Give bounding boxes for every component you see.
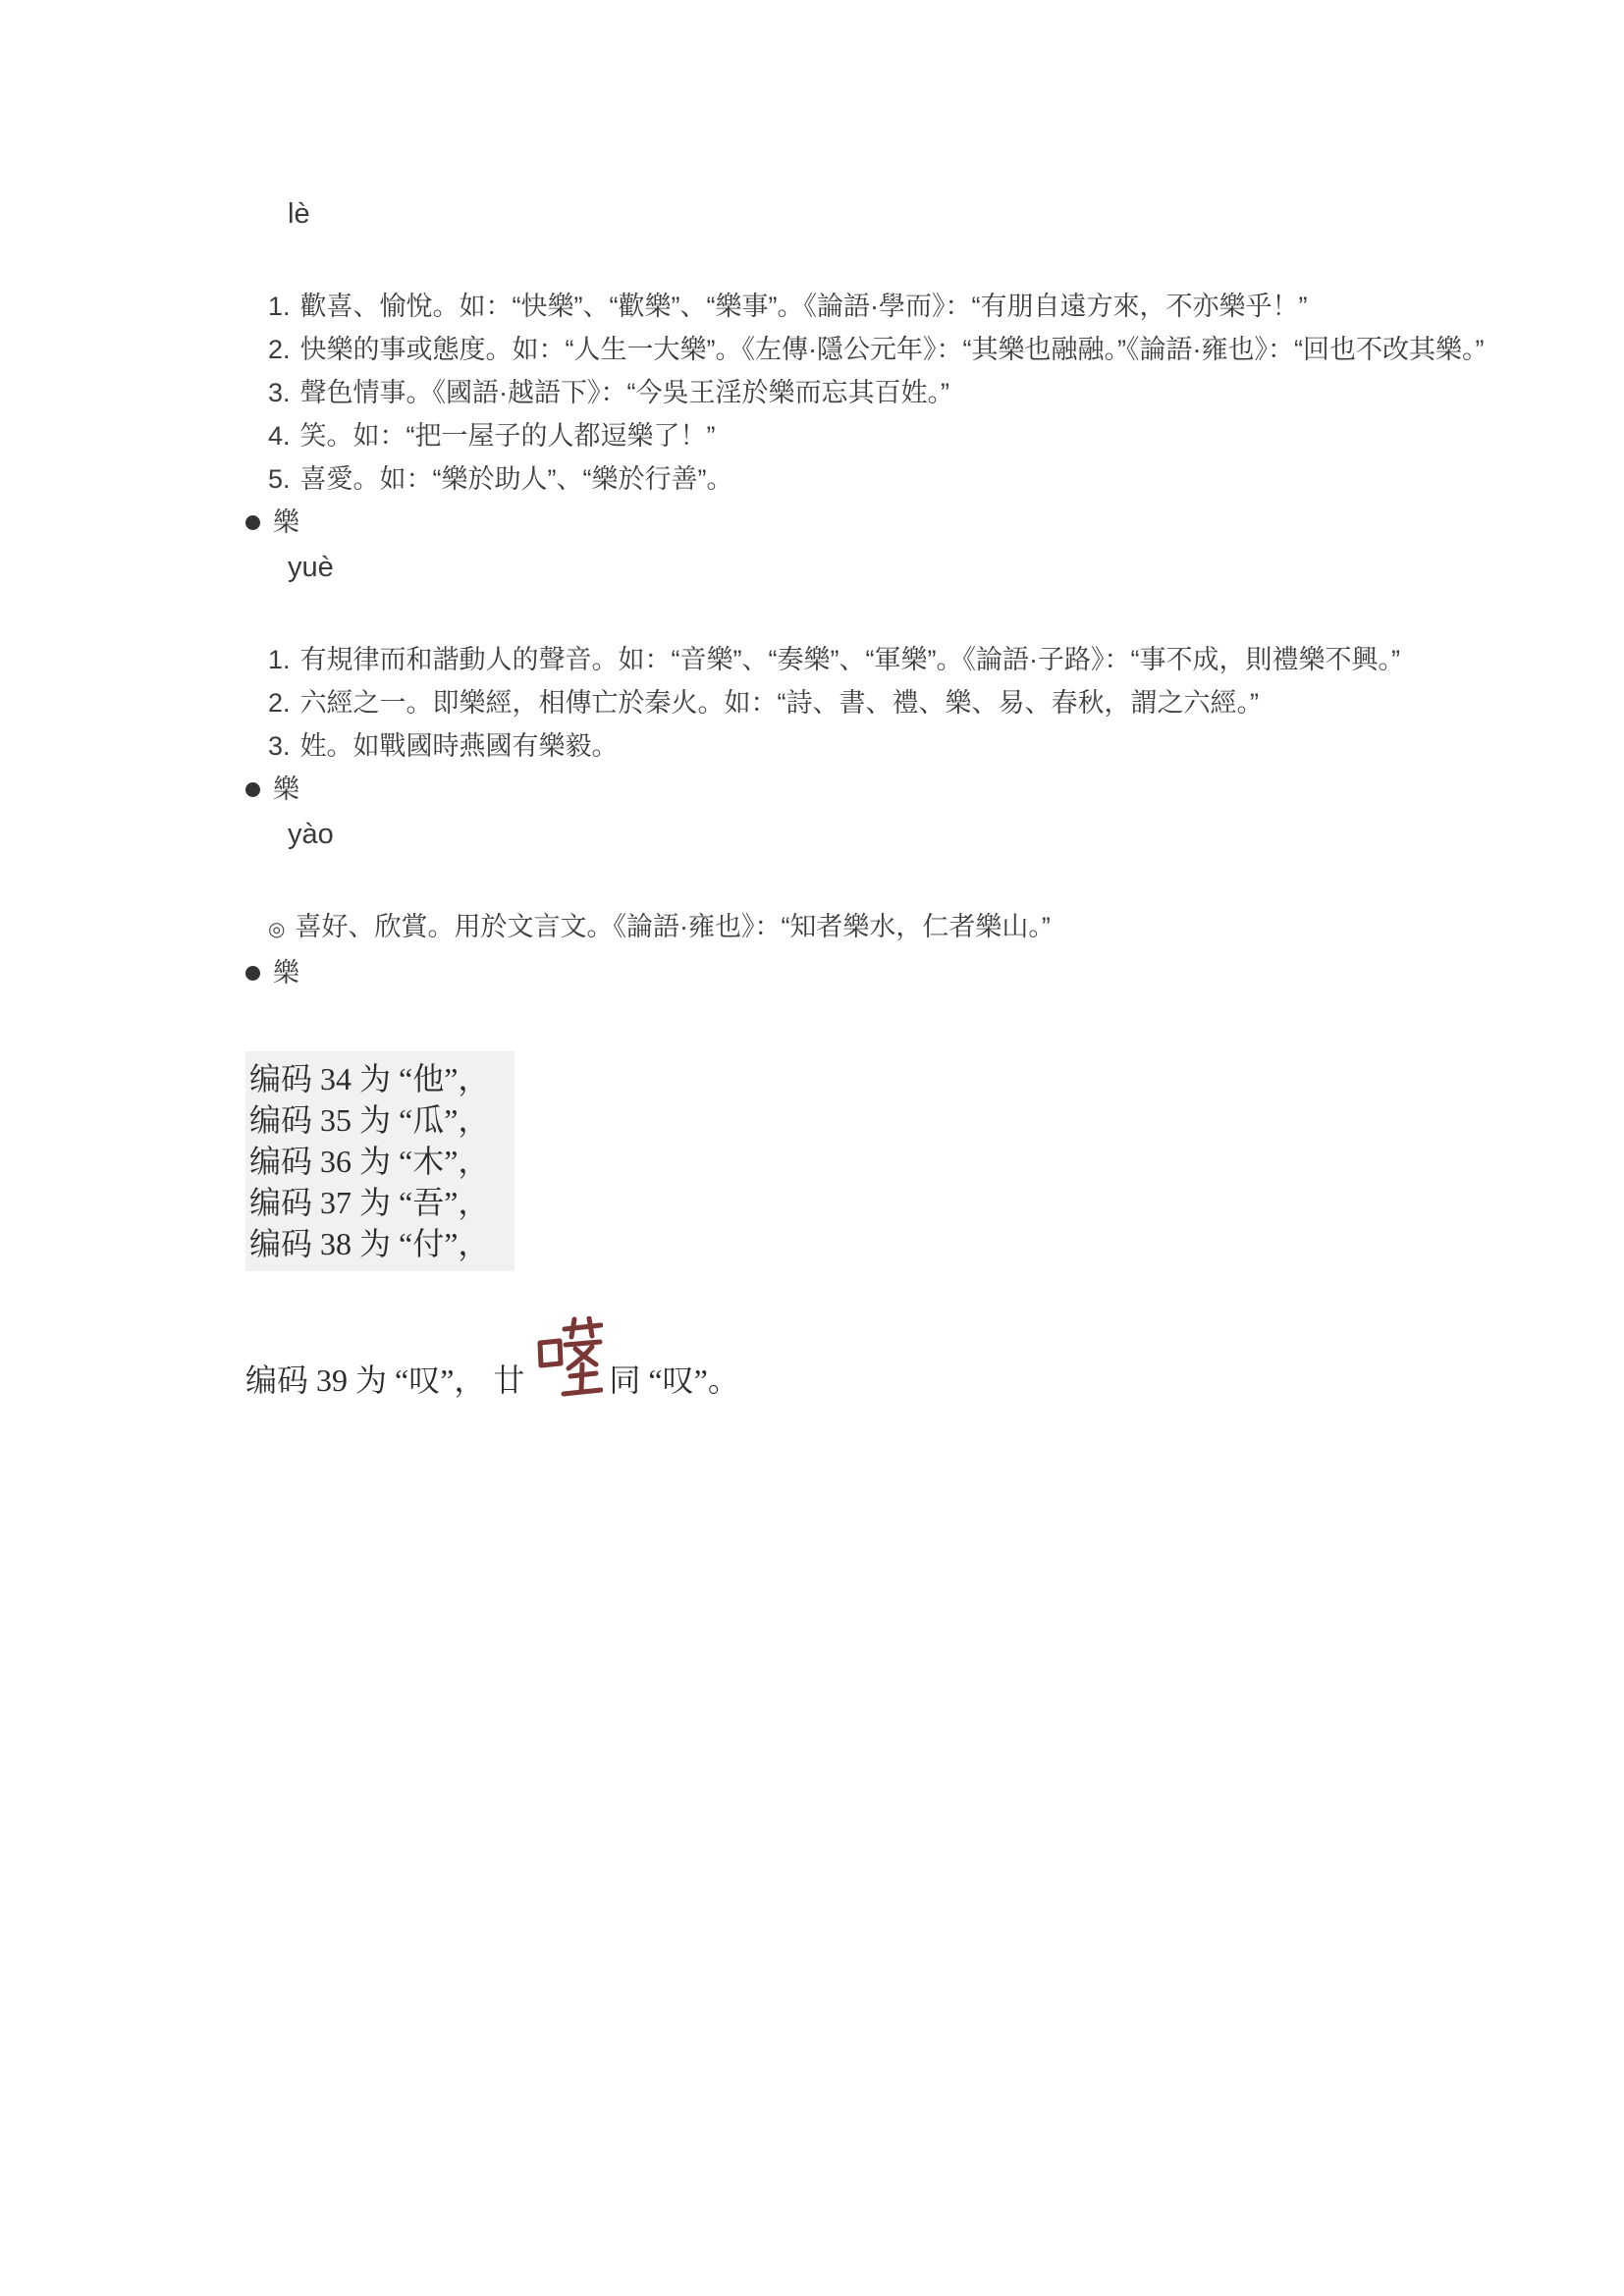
- circle-marker-icon: ◎: [268, 919, 286, 940]
- sense-number: 1.: [268, 645, 291, 674]
- sense-list-le: [236, 285, 1492, 501]
- entry-char: 樂: [273, 958, 299, 988]
- sense-list-yue: [236, 638, 1492, 768]
- encoding-line: 编码 37 为 “吾”，: [249, 1185, 490, 1220]
- encoding-line: 编码 38 为 “付”，: [249, 1226, 490, 1261]
- entry-char: 樂: [273, 507, 299, 537]
- bullet-icon: [245, 782, 260, 797]
- sense-number: 2.: [268, 335, 291, 364]
- sense-text: 六經之一。即樂經，相傳亡於秦火。如：“詩、書、禮、樂、易、春秋，謂之六經。”: [299, 688, 1260, 718]
- encoding-line: 编码 35 为 “瓜”，: [249, 1102, 490, 1138]
- encoding-block: [245, 1051, 514, 1271]
- sense-number: 4.: [268, 421, 291, 451]
- sense-text: 笑。如：“把一屋子的人都逗樂了！”: [299, 421, 716, 451]
- pinyin-yao: yào: [288, 819, 334, 850]
- sense-item: [236, 681, 1492, 724]
- sense-text: 聲色情事。《國語·越語下》：“今吳王淫於樂而忘其百姓。”: [299, 378, 950, 407]
- sense-number: 3.: [268, 731, 291, 761]
- tan-variant-character-image: [534, 1316, 603, 1403]
- entry-char: 樂: [273, 774, 299, 804]
- sense-item: [236, 905, 1492, 951]
- sense-item: [236, 328, 1492, 371]
- sense-number: 5.: [268, 464, 291, 494]
- bullet-icon: [245, 515, 260, 530]
- sense-list-yao: [236, 905, 1492, 951]
- sense-number: 3.: [268, 378, 291, 407]
- sense-text: 快樂的事或態度。如：“人生一大樂”。《左傳·隱公元年》：“其樂也融融。”《論語·雍也》：“回也不改其樂。”: [299, 335, 1485, 364]
- sense-item: [236, 285, 1492, 328]
- sense-item: [236, 724, 1492, 768]
- entry-header: [236, 501, 1492, 544]
- sense-item: [236, 414, 1492, 457]
- encoding-line: 编码 36 为 “木”，: [249, 1144, 490, 1179]
- encoding-line: 编码 34 为 “他”，: [249, 1061, 490, 1096]
- final-encoding-line: [245, 1316, 1492, 1403]
- sense-item: [236, 457, 1492, 501]
- sense-text: 姓。如戰國時燕國有樂毅。: [299, 731, 619, 761]
- sense-item: [236, 371, 1492, 414]
- entry-header: [236, 768, 1492, 811]
- sense-item: [236, 638, 1492, 681]
- sense-text: 歡喜、愉悅。如：“快樂”、“歡樂”、“樂事”。《論語·學而》：“有朋自遠方來，不亦樂乎！”: [299, 292, 1308, 321]
- final-line-after: 同 “叹”。: [609, 1362, 739, 1398]
- pinyin-le: lè: [288, 198, 310, 230]
- final-line-before: 编码 39 为 “叹”， 廿: [245, 1362, 525, 1398]
- bullet-icon: [245, 966, 260, 981]
- sense-text: 有規律而和諧動人的聲音。如：“音樂”、“奏樂”、“軍樂”。《論語·子路》：“事不成，則禮樂不興。”: [299, 645, 1400, 674]
- sense-text: 喜好、欣賞。用於文言文。《論語·雍也》：“知者樂水，仁者樂山。”: [295, 912, 1051, 941]
- pinyin-yue: yuè: [288, 552, 334, 583]
- entry-header: [236, 951, 1492, 994]
- sense-number: 1.: [268, 292, 291, 321]
- sense-number: 2.: [268, 688, 291, 718]
- sense-text: 喜愛。如：“樂於助人”、“樂於行善”。: [299, 464, 733, 494]
